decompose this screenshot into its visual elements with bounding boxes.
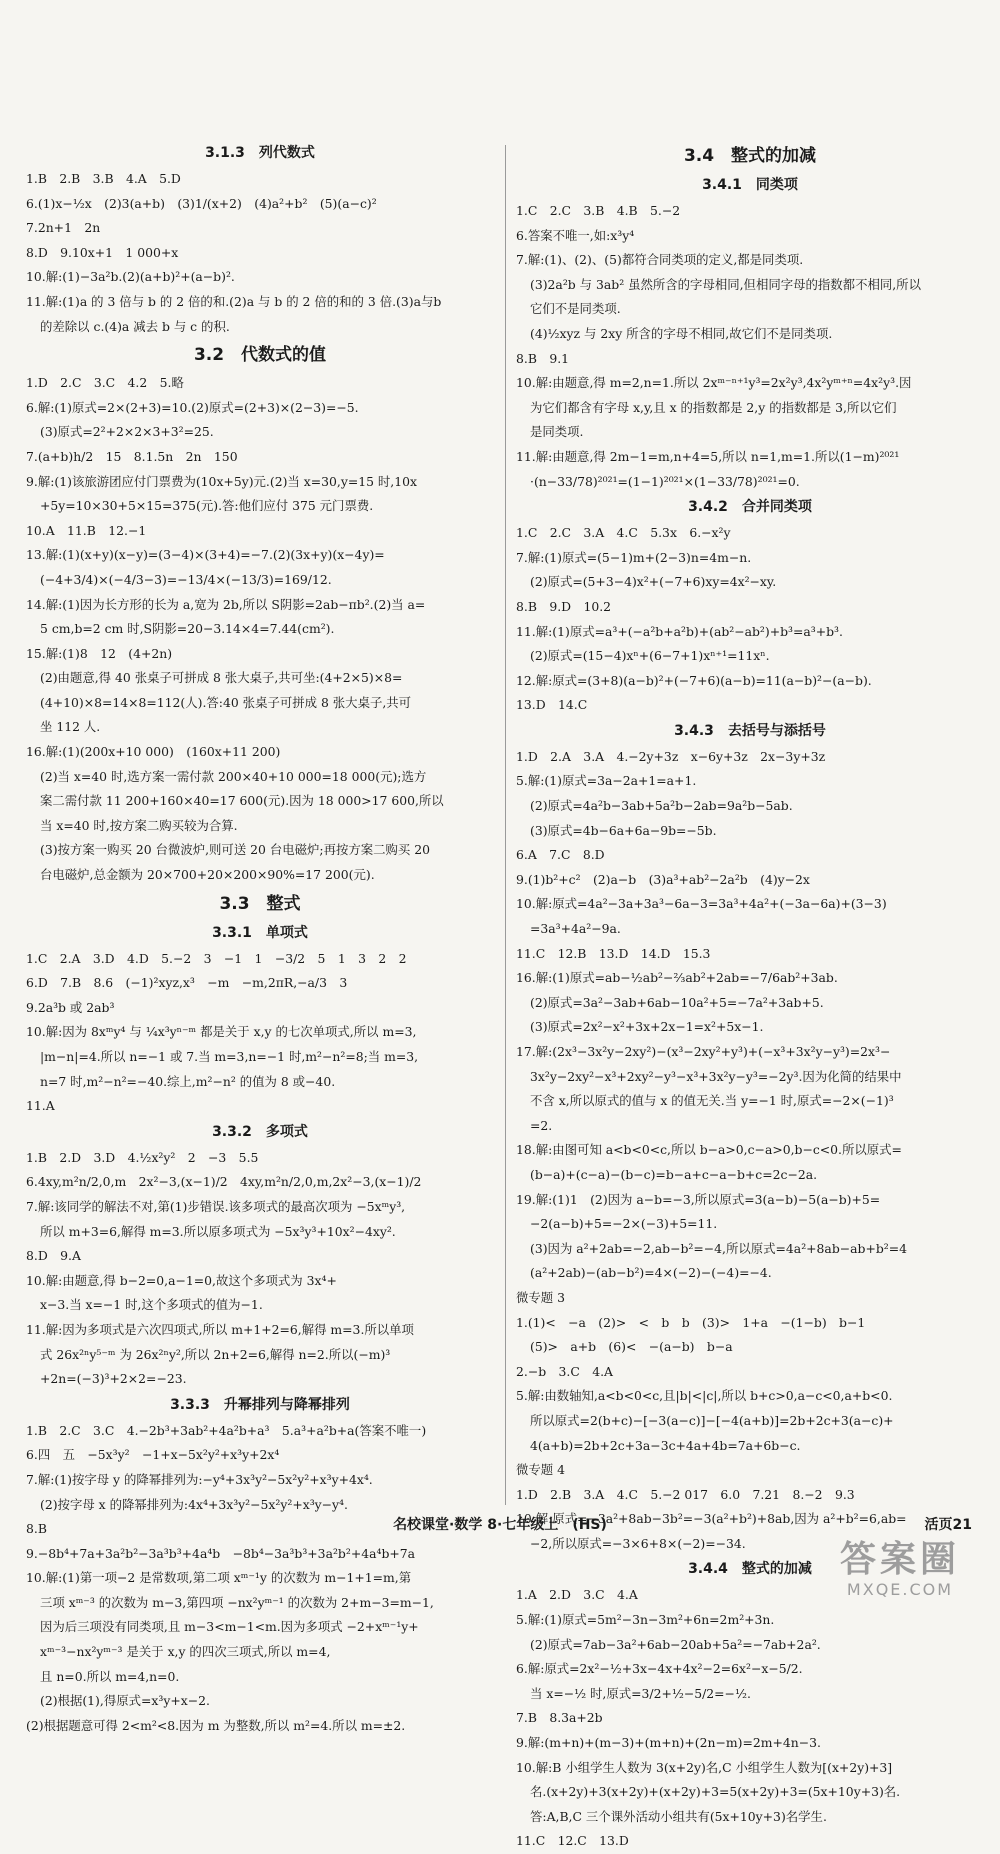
answer-line: 7.(a+b)h/2 15 8.1.5n 2n 150 (26, 448, 238, 464)
footer-page-number: 活页21 (924, 1517, 972, 1533)
answer-line: 所以原式=2(b+c)−[−3(a−c)]−[−4(a+b)]=2b+2c+3(a−c)+ (530, 1412, 894, 1428)
answer-line: (2)原式=7ab−3a²+6ab−20ab+5a²=−7ab+2a². (530, 1636, 821, 1652)
answer-line: 1.C 2.A 3.D 4.D 5.−2 3 −1 1 −3/2 5 1 3 2 2 (26, 950, 407, 966)
answer-line: 10.解:由题意,得 m=2,n=1.所以 2xᵐ⁻ⁿ⁺¹y³=2x²y³,4x²yᵐ⁺ⁿ=4x²y³.因 (516, 375, 912, 391)
answer-line: 10.解:因为 8xᵐy⁴ 与 ¼x³yⁿ⁻ᵐ 都是关于 x,y 的七次单项式,所以 m=3, (26, 1024, 417, 1040)
answer-line: 10.解:(1)−3a²b.(2)(a+b)²+(a−b)². (26, 269, 235, 285)
answer-line: −2,所以原式=−3×6+8×(−2)=−34. (530, 1535, 746, 1551)
answer-line: 6.(1)x−½x (2)3(a+b) (3)1/(x+2) (4)a²+b² (5)(a−c)² (26, 195, 377, 211)
answer-line: (4+10)×8=14×8=112(人).答:40 张桌子可拼成 8 张大桌子,共可 (40, 694, 412, 710)
answer-line: 10.解:原式=4a²−3a+3a³−6a−3=3a³+4a²+(−3a−6a)+(3−3) (516, 896, 887, 912)
answer-line: 1.A 2.D 3.C 4.A (516, 1587, 638, 1603)
answer-line: 6.解:原式=2x²−½+3x−4x+4x²−2=6x²−x−5/2. (516, 1661, 803, 1677)
answer-line: 5.解:(1)原式=3a−2a+1=a+1. (516, 773, 697, 789)
answer-line: =3a³+4a²−9a. (530, 921, 621, 937)
answer-line: (−4+3/4)×(−4/3−3)=−13/4×(−13/3)=169/12. (40, 571, 332, 587)
footer-book-title: 名校课堂·数学 8·七年级上 (HS) (393, 1517, 607, 1533)
answer-line: 台电磁炉,总金额为 20×700+20×200×90%=17 200(元). (40, 867, 375, 883)
answer-line: +2n=(−3)³+2×2=−23. (40, 1371, 187, 1387)
answer-line: 4(a+b)=2b+2c+3a−3c+4a+4b=7a+6b−c. (530, 1437, 801, 1453)
answer-line: (3)原式=4b−6a+6a−9b=−5b. (530, 822, 717, 838)
answer-line: 6.D 7.B 8.6 (−1)²xyz,x³ −m −m,2πR,−a/3 3 (26, 975, 348, 991)
answer-line: 10.A 11.B 12.−1 (26, 522, 147, 538)
answer-line: (3)因为 a²+2ab=−2,ab−b²=−4,所以原式=4a²+8ab−ab+b²=4 (530, 1240, 907, 1256)
answer-line: (4)½xyz 与 2xy 所含的字母不相同,故它们不是同类项. (530, 325, 833, 341)
answer-line: 名.(x+2y)+3(x+2y)+(x+2y)+3=5(x+2y)+3=(5x+10y+3)名. (530, 1784, 901, 1800)
answer-line: 7.解:(1)、(2)、(5)都符合同类项的定义,都是同类项. (516, 252, 804, 268)
answer-line: (5)> a+b (6)< −(a−b) b−a (530, 1339, 733, 1355)
answer-line: 8.B (26, 1521, 47, 1537)
answer-line: 13.D 14.C (516, 697, 588, 713)
answer-line: +5y=10×30+5×15=375(元).答:他们应付 375 元门票费. (40, 498, 374, 514)
answer-line: 微专题 3 (516, 1289, 565, 1305)
answer-line: (3)原式=2²+2×2×3+3²=25. (40, 424, 214, 440)
answer-line: (a²+2ab)−(ab−b²)=4×(−2)−(−4)=−4. (530, 1265, 772, 1281)
section-heading: 3.4.4 整式的加减 (688, 1561, 812, 1578)
answer-line: 11.解:由题意,得 2m−1=m,n+4=5,所以 n=1,m=1.所以(1−m)²⁰²¹ (516, 448, 900, 464)
answer-line: (b−a)+(c−a)−(b−c)=b−a+c−a−b+c=2c−2a. (530, 1166, 818, 1182)
answer-line: (2)原式=(5+3−4)x²+(−7+6)xy=4x²−xy. (530, 574, 777, 590)
watermark-title: 答案圈 (839, 1539, 960, 1580)
answer-line: 8.D 9.10x+1 1 000+x (26, 244, 179, 260)
answer-line: 10.解:原式=−3a²+8ab−3b²=−3(a²+b²)+8ab,因为 a²+b²=6,ab= (516, 1511, 907, 1527)
answer-line: (2)原式=4a²b−3ab+5a²b−2ab=9a²b−5ab. (530, 798, 793, 814)
answer-line: 1.D 2.B 3.A 4.C 5.−2 017 6.0 7.21 8.−2 9.3 (516, 1486, 855, 1502)
answer-line: 16.解:(1)(200x+10 000) (160x+11 200) (26, 744, 281, 760)
answer-line: (2)原式=(15−4)xⁿ+(6−7+1)xⁿ⁺¹=11xⁿ. (530, 648, 770, 664)
section-heading: 3.2 代数式的值 (193, 345, 327, 366)
answer-line: 6.解:(1)原式=2×(2+3)=10.(2)原式=(2+3)×(2−3)=−5. (26, 399, 359, 415)
answer-line: 13.解:(1)(x+y)(x−y)=(3−4)×(3+4)=−7.(2)(3x+y)(x−4y)= (26, 547, 385, 563)
answer-line: (3)按方案一购买 20 台微波炉,则可送 20 台电磁炉;再按方案二购买 20 (40, 842, 431, 858)
answer-line: 16.解:(1)原式=ab−½ab²−⅔ab²+2ab=−7/6ab²+3ab. (516, 970, 838, 986)
section-heading: 3.3.3 升幂排列与降幂排列 (170, 1396, 350, 1413)
section-heading: 3.3.1 单项式 (212, 924, 308, 941)
answer-line: (3)2a²b 与 3ab² 虽然所含的字母相同,但相同字母的指数都不相同,所以 (530, 276, 921, 292)
answer-line: 不含 x,所以原式的值与 x 的值无关.当 y=−1 时,原式=−2×(−1)³ (530, 1093, 894, 1109)
answer-line: 式 26x²ⁿy⁵⁻ᵐ 为 26x²ⁿy²,所以 2n+2=6,解得 n=2.所以(−m)³ (40, 1346, 391, 1362)
answer-line: 当 x=−½ 时,原式=3/2+½−5/2=−½. (530, 1685, 751, 1701)
page-footer (0, 1510, 1000, 1540)
answer-line: (2)由题意,得 40 张桌子可拼成 8 张大桌子,共可坐:(4+2×5)×8= (40, 670, 403, 686)
answer-line: ·(n−33/78)²⁰²¹=(1−1)²⁰²¹×(1−33/78)²⁰²¹=0. (530, 473, 800, 489)
answer-line: (2)按字母 x 的降幂排列为:4x⁴+3x³y²−5x²y²+x³y−y⁴. (40, 1496, 348, 1512)
answer-line: 9.解:(1)该旅游团应付门票费为(10x+5y)元.(2)当 x=30,y=15 时,10x (26, 473, 417, 489)
answer-line: 因为后三项没有同类项,且 m−3<m−1<m.因为多项式 −2+xᵐ⁻¹y+ (40, 1619, 419, 1635)
answer-line: 7.解:(1)按字母 y 的降幂排列为:−y⁴+3x³y²−5x²y²+x³y+4x⁴. (26, 1471, 373, 1487)
answer-line: 1.B 2.C 3.C 4.−2b³+3ab²+4a²b+a³ 5.a³+a²b+a(答案不唯一) (26, 1422, 427, 1438)
answer-line: 5.解:由数轴知,a<b<0<c,且|b|<|c|,所以 b+c>0,a−c<0,a+b<0. (516, 1388, 893, 1404)
answer-line: 9.−8b⁴+7a+3a²b²−3a³b³+4a⁴b −8b⁴−3a³b³+3a²b²+4a⁴b+7a (26, 1545, 416, 1561)
answer-line: 1.D 2.C 3.C 4.2 5.略 (26, 375, 184, 391)
answer-line: 所以 m+3=6,解得 m=3.所以原多项式为 −5x³y³+10x²−4xy². (40, 1223, 396, 1239)
answer-line: 18.解:由图可知 a<b<0<c,所以 b−a>0,c−a>0,b−c<0.所以原式= (516, 1142, 902, 1158)
answer-line: 1.D 2.A 3.A 4.−2y+3z x−6y+3z 2x−3y+3z (516, 748, 826, 764)
answer-line: 2.−b 3.C 4.A (516, 1363, 613, 1379)
answer-line: 1.C 2.C 3.A 4.C 5.3x 6.−x²y (516, 525, 731, 541)
section-heading: 3.3.2 多项式 (212, 1123, 308, 1140)
left-column (26, 140, 494, 1738)
answer-line: 1.B 2.B 3.B 4.A 5.D (26, 171, 181, 186)
answer-line: 且 n=0.所以 m=4,n=0. (40, 1668, 180, 1684)
answer-line: 9.(1)b²+c² (2)a−b (3)a³+ab²−2a²b (4)y−2x (516, 871, 810, 887)
answer-line: 11.解:(1)a 的 3 倍与 b 的 2 倍的和.(2)a 与 b 的 2 倍的和的 3 倍.(3)a与b (26, 293, 442, 309)
answer-line: −2(a−b)+5=−2×(−3)+5=11. (530, 1216, 718, 1232)
answer-line: 是同类项. (530, 424, 584, 440)
answer-line: 坐 112 人. (40, 719, 101, 735)
section-heading: 3.4 整式的加减 (683, 146, 817, 166)
section-heading: 3.1.3 列代数式 (205, 145, 315, 161)
answer-line: 6.4xy,m²n/2,0,m 2x²−3,(x−1)/2 4xy,m²n/2,0,m,2x²−3,(x−1)/2 (26, 1174, 422, 1190)
answer-line: (3)原式=2x²−x²+3x+2x−1=x²+5x−1. (530, 1019, 764, 1035)
answer-line: 3x²y−2xy²−x³+2xy²−y³−x³+3x²y−y³=−2y³.因为化简的结果中 (530, 1068, 902, 1084)
answer-line: 1.B 2.D 3.D 4.½x²y² 2 −3 5.5 (26, 1149, 259, 1165)
section-heading: 3.3 整式 (219, 893, 301, 914)
answer-line: 的差除以 c.(4)a 减去 b 与 c 的积. (40, 318, 230, 334)
answer-line: 5 cm,b=2 cm 时,S阴影=20−3.14×4=7.44(cm²). (40, 621, 335, 637)
answer-line: 1.(1)< −a (2)> < b b (3)> 1+a −(1−b) b−1 (516, 1314, 866, 1330)
answer-line: 为它们都含有字母 x,y,且 x 的指数都是 2,y 的指数都是 3,所以它们 (530, 399, 897, 415)
answer-line: 当 x=40 时,按方案二购买较为合算. (40, 817, 238, 833)
answer-line: 19.解:(1)1 (2)因为 a−b=−3,所以原式=3(a−b)−5(a−b)+5= (516, 1191, 881, 1207)
answer-line: 8.D 9.A (26, 1248, 81, 1264)
watermark-url: MXQE.COM (846, 1580, 954, 1599)
answer-line: 微专题 4 (516, 1462, 565, 1478)
answer-line: (2)根据题意可得 2<m²<8.因为 m 为整数,所以 m²=4.所以 m=±2. (26, 1717, 406, 1733)
answer-line: 答:A,B,C 三个课外活动小组共有(5x+10y+3)名学生. (530, 1808, 827, 1824)
section-heading: 3.4.1 同类项 (702, 177, 798, 193)
section-heading: 3.4.2 合并同类项 (688, 499, 812, 516)
answer-line: 7.解:该同学的解法不对,第(1)步错误.该多项式的最高次项为 −5xᵐy³, (26, 1198, 406, 1214)
answer-line: 12.解:原式=(3+8)(a−b)²+(−7+6)(a−b)=11(a−b)²−(a−b). (516, 672, 872, 688)
answer-line: 14.解:(1)因为长方形的长为 a,宽为 2b,所以 S阴影=2ab−πb².(2)当 a= (26, 596, 426, 612)
answer-line: 6.A 7.C 8.D (516, 847, 605, 863)
answer-line: |m−n|=4.所以 n=−1 或 7.当 m=3,n=−1 时,m²−n²=8;当 m=3, (40, 1049, 419, 1064)
answer-line: 三项 xᵐ⁻³ 的次数为 m−3,第四项 −nx²yᵐ⁻¹ 的次数为 2+m−3=m−1, (40, 1594, 434, 1610)
answer-line: 10.解:(1)第一项−2 是常数项,第二项 xᵐ⁻¹y 的次数为 m−1+1=m,第 (26, 1570, 412, 1586)
answer-line: 7.解:(1)原式=(5−1)m+(2−3)n=4m−n. (516, 549, 752, 565)
answer-line: 11.C 12.B 13.D 14.D 15.3 (516, 945, 711, 961)
answer-line: 10.解:B 小组学生人数为 3(x+2y)名,C 小组学生人数为[(x+2y)+3] (516, 1759, 893, 1775)
answer-line: (2)根据(1),得原式=x³y+x−2. (40, 1693, 210, 1709)
answer-line: 9.2a³b 或 2ab³ (26, 999, 115, 1015)
answer-line: xᵐ⁻³−nx²yᵐ⁻³ 是关于 x,y 的四次三项式,所以 m=4, (40, 1644, 331, 1660)
answer-line: 案二需付款 11 200+160×40=17 600(元).因为 18 000>17 600,所以 (40, 793, 444, 809)
answer-line: n=7 时,m²−n²=−40.综上,m²−n² 的值为 8 或−40. (40, 1073, 336, 1089)
answer-line: 15.解:(1)8 12 (4+2n) (26, 645, 173, 661)
answer-line: 11.A (26, 1098, 55, 1114)
answer-line: 10.解:由题意,得 b−2=0,a−1=0,故这个多项式为 3x⁴+ (26, 1272, 337, 1288)
answer-line: 8.B 9.D 10.2 (516, 598, 612, 614)
answer-line: 9.解:(m+n)+(m−3)+(m+n)+(2n−m)=2m+4n−3. (516, 1735, 821, 1751)
answer-line: (2)原式=3a²−3ab+6ab−10a²+5=−7a²+3ab+5. (530, 994, 824, 1010)
answer-line: 5.解:(1)原式=5m²−3n−3m²+6n=2m²+3n. (516, 1612, 775, 1628)
answer-line: 11.解:因为多项式是六次四项式,所以 m+1+2=6,解得 m=3.所以单项 (26, 1321, 414, 1337)
answer-line: 7.B 8.3a+2b (516, 1710, 603, 1726)
answer-line: x−3.当 x=−1 时,这个多项式的值为−1. (40, 1297, 263, 1313)
section-heading: 3.4.3 去括号与添括号 (674, 722, 826, 739)
answer-line: (2)当 x=40 时,选方案一需付款 200×40+10 000=18 000(元);选方 (40, 768, 427, 784)
watermark-logo (840, 1540, 960, 1600)
answer-line: =2. (530, 1117, 553, 1133)
answer-line: 11.解:(1)原式=a³+(−a²b+a²b)+(ab²−ab²)+b³=a³+b³. (516, 623, 843, 639)
answer-line: 6.四 五 −5x³y² −1+x−5x²y²+x³y+2x⁴ (26, 1447, 280, 1463)
answer-line: 8.B 9.1 (516, 350, 570, 366)
answer-line: 11.C 12.C 13.D (516, 1833, 629, 1849)
column-divider (505, 145, 506, 1505)
answer-line: 17.解:(2x³−3x²y−2xy²)−(x³−2xy²+y³)+(−x³+3x²y−y³)=2x³− (516, 1044, 891, 1059)
answer-line: 它们不是同类项. (530, 301, 621, 317)
answer-line: 1.C 2.C 3.B 4.B 5.−2 (516, 203, 681, 218)
answer-line: 6.答案不唯一,如:x³y⁴ (516, 227, 635, 243)
answer-line: 7.2n+1 2n (26, 220, 101, 236)
